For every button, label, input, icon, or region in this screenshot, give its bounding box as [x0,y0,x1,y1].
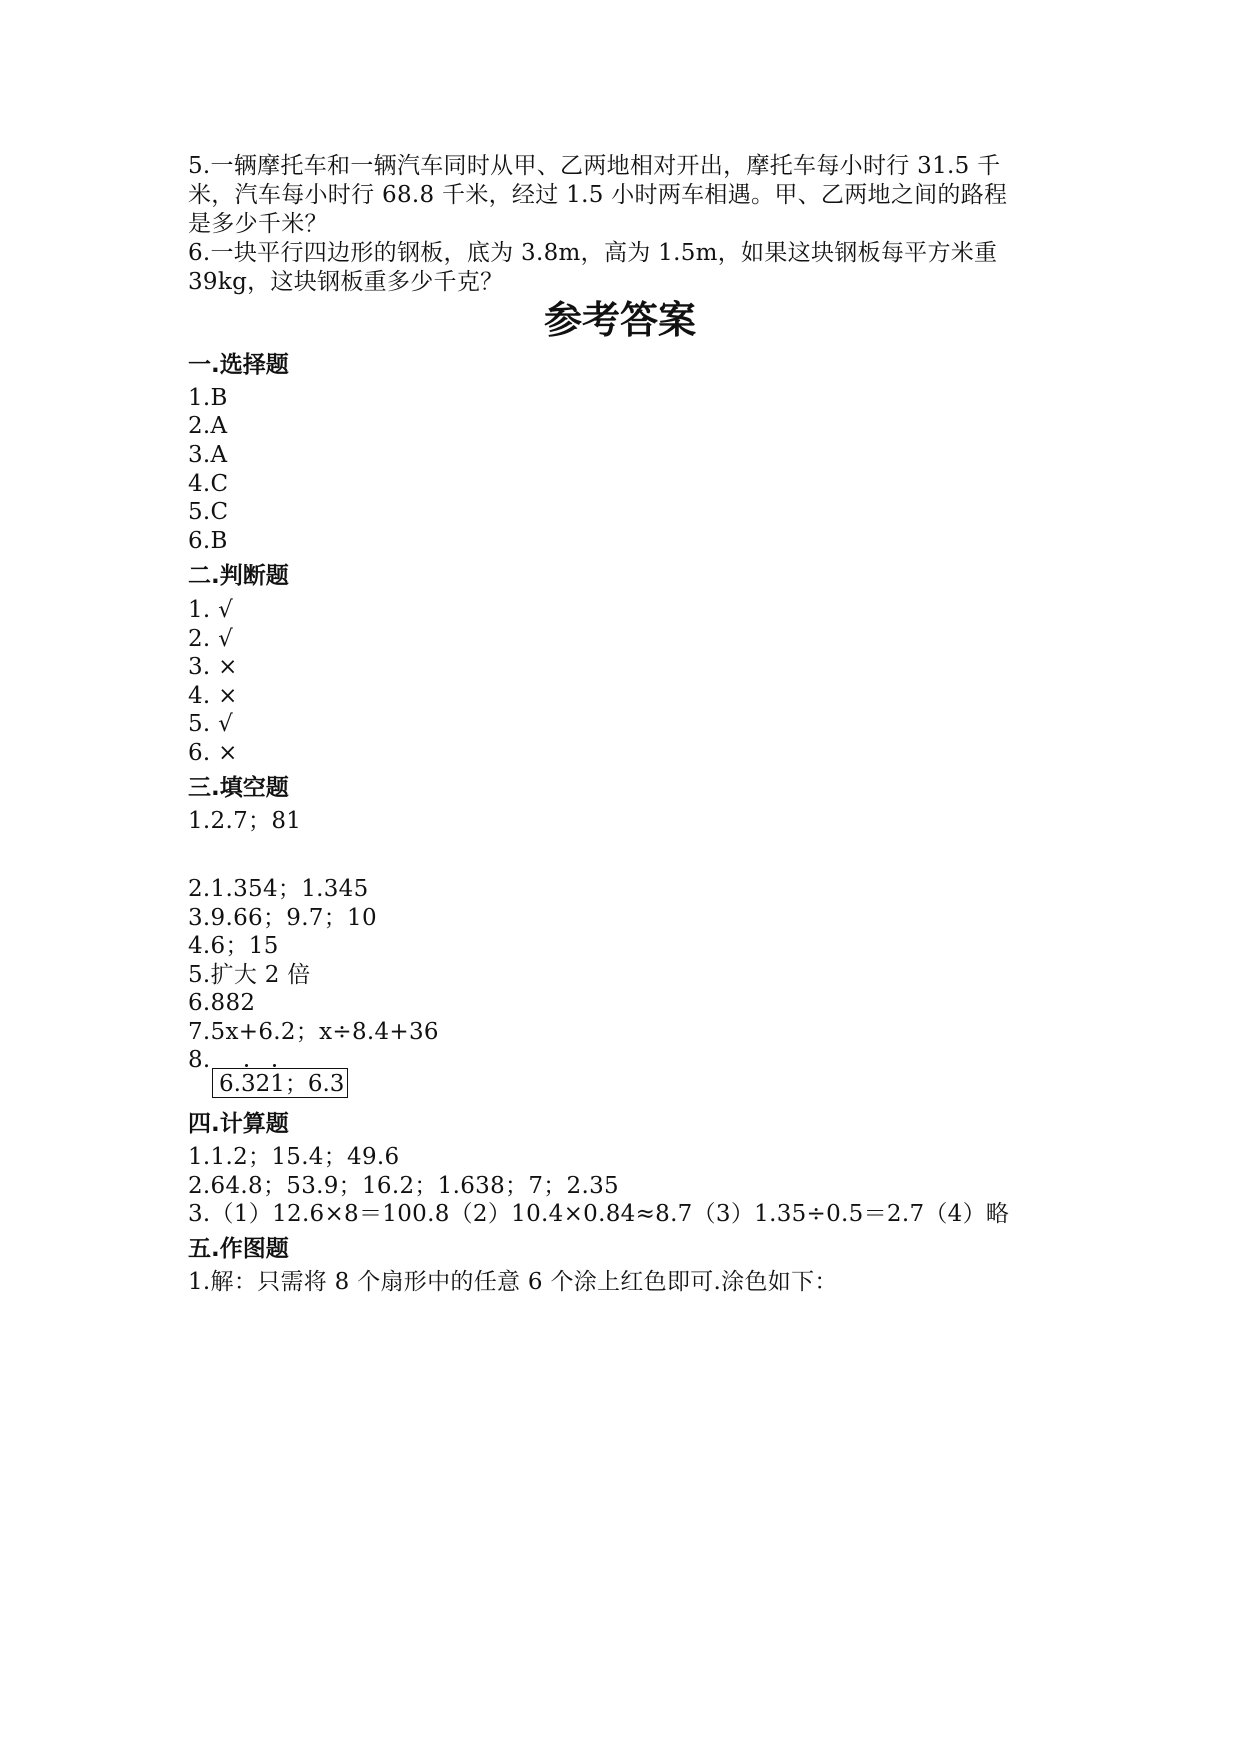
repeating-decimal-dot [273,1064,276,1067]
answer-item: 6.B [188,528,228,554]
answer-item: 2.A [188,413,228,439]
question-5-line-2: 米，汽车每小时行 68.8 千米，经过 1.5 小时两车相遇。甲、乙两地之间的路程 [188,182,1008,208]
answer-item: 4. × [188,683,238,709]
section-heading-fill: 三.填空题 [188,775,289,801]
answer-item: 3.（1）12.6×8＝100.8（2）10.4×0.84≈8.7（3）1.35÷0.5＝2.7（4）略 [188,1201,1010,1227]
section-heading-calc: 四.计算题 [188,1111,289,1137]
answer-item: 3.A [188,442,228,468]
answer-item: 2.64.8；53.9；16.2；1.638；7；2.35 [188,1173,619,1199]
question-6-line-2: 39kg，这块钢板重多少千克？ [188,269,504,295]
answer-item: 1.2.7；81 [188,808,302,834]
answer-item: 3. × [188,654,238,680]
answer-title: 参考答案 [543,298,696,342]
answer-item: 1.1.2；15.4；49.6 [188,1144,400,1170]
answer-item: 2.1.354；1.345 [188,876,369,902]
answer-item: 6.882 [188,990,256,1016]
answer-item: 2. √ [188,626,234,652]
question-5-line-1: 5.一辆摩托车和一辆汽车同时从甲、乙两地相对开出，摩托车每小时行 31.5 千 [188,153,1001,179]
answer-item: 1. √ [188,597,234,623]
answer-item: 6. × [188,740,238,766]
section-heading-choice: 一.选择题 [188,352,289,378]
answer-item: 1.B [188,385,228,411]
section-heading-judge: 二.判断题 [188,563,289,589]
answer-item: 3.9.66；9.7；10 [188,905,377,931]
answer-item: 5. √ [188,711,234,737]
answer-item: 5.扩大 2 倍 [188,962,311,988]
answer-item: 8. [188,1047,211,1073]
boxed-answer: 6.321；6.3 [212,1068,348,1098]
question-6-line-1: 6.一块平行四边形的钢板，底为 3.8m，高为 1.5m，如果这块钢板每平方米重 [188,240,998,266]
answer-item: 4.C [188,471,229,497]
answer-item: 4.6；15 [188,933,279,959]
section-heading-draw: 五.作图题 [188,1236,289,1262]
answer-item: 7.5x+6.2；x÷8.4+36 [188,1019,439,1045]
repeating-decimal-dot [245,1064,248,1067]
answer-item: 1.解：只需将 8 个扇形中的任意 6 个涂上红色即可.涂色如下： [188,1269,838,1295]
question-5-line-3: 是多少千米？ [188,211,328,237]
answer-item: 5.C [188,499,229,525]
